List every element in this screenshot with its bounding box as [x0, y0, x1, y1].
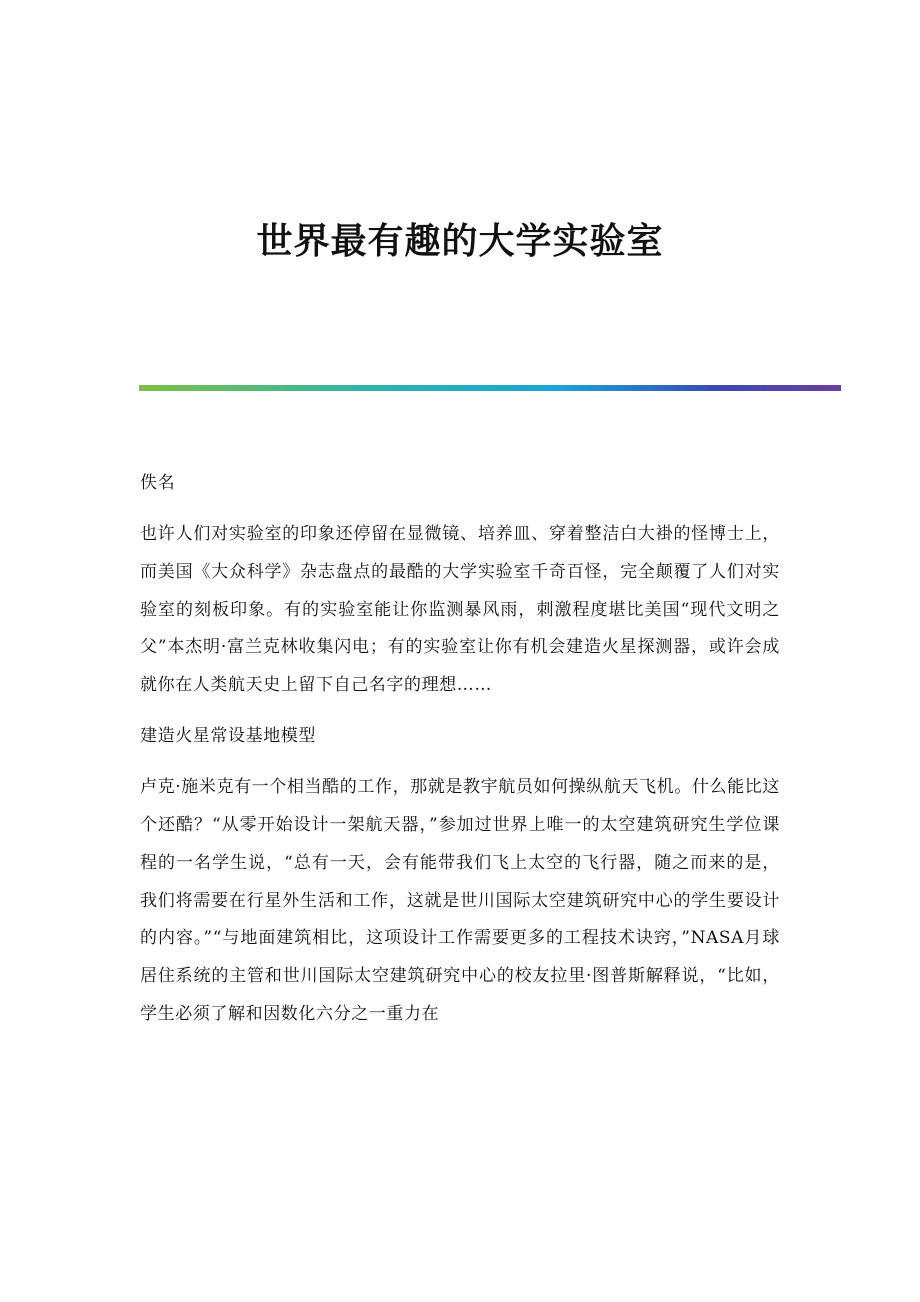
document-title: 世界最有趣的大学实验室 [256, 220, 664, 262]
document-body [140, 465, 780, 1047]
gradient-divider [139, 385, 841, 391]
section-heading: 建造火星常设基地模型 [140, 726, 316, 747]
author-line: 佚名 [140, 473, 176, 493]
paragraph-intro: 也许人们对实验室的印象还停留在显微镜、培养皿、穿着整洁白大褂的怪博士上，而美国《大众科学》杂志盘点的最酷的大学实验室千奇百怪，完全颠覆了人们对实验室的刻板印象。有的实验室能让你监测暴风雨，刺激程度堪比美国“现代文明之父”本杰明·富兰克林收集闪电；有的实验室让你有机会建造火星探测器，或许会成就你在人类航天史上留下自己名字的理想…… [140, 524, 780, 696]
paragraph-section: 卢克·施米克有一个相当酷的工作，那就是教宇航员如何操纵航天飞机。什么能比这个还酷？“从零开始设计一架航天器，”参加过世界上唯一的太空建筑研究生学位课程的一名学生说，“总有一天，会有能带我们飞上太空的飞行器，随之而来的是，我们将需要在行星外生活和工作，这就是世川国际太空建筑研究中心的学生要设计的内容。”“与地面建筑相比，这项设计工作需要更多的工程技术诀窍，”NASA月球居住系统的主管和世川国际太空建筑研究中心的校友拉里·图普斯解释说，“比如，学生必须了解和因数化六分之一重力在 [140, 777, 780, 1024]
